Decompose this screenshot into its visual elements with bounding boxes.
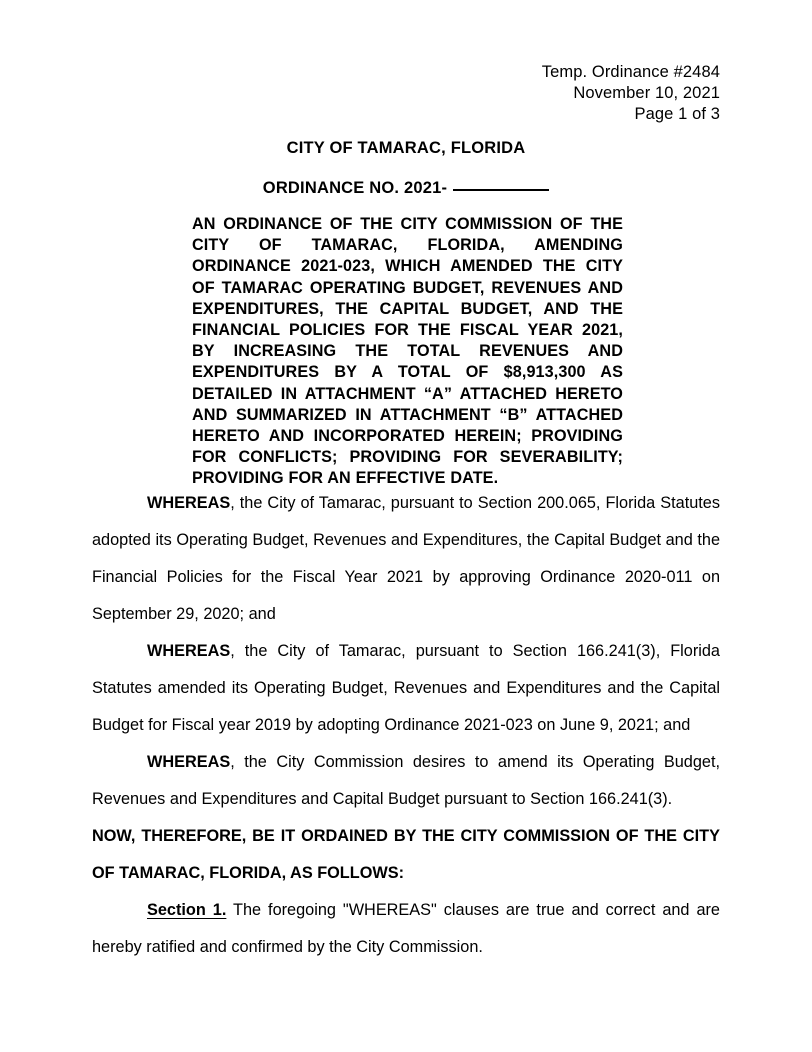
document-header — [542, 62, 720, 125]
whereas-clause-1 — [92, 485, 720, 633]
whereas-label: WHEREAS — [147, 753, 231, 771]
whereas-clause-3 — [92, 744, 720, 818]
ordinance-number-heading — [0, 177, 812, 198]
section-1-text: The foregoing "WHEREAS" clauses are true and correct and are hereby ratified and confirmed by the City Commission. — [92, 901, 720, 956]
whereas-clause-2 — [92, 633, 720, 744]
ordinance-number-label: ORDINANCE NO. 2021- — [262, 179, 448, 197]
ordinance-number-blank — [453, 177, 549, 191]
section-1 — [92, 892, 720, 966]
whereas-label: WHEREAS — [147, 642, 231, 660]
enacting-clause: NOW, THEREFORE, BE IT ORDAINED BY THE CITY COMMISSION OF THE CITY OF TAMARAC, FLORIDA, AS FOLLOWS: — [92, 827, 720, 882]
ordinance-title-block: AN ORDINANCE OF THE CITY COMMISSION OF THE CITY OF TAMARAC, FLORIDA, AMENDING ORDINANCE 2021-023, WHICH AMENDED THE CITY OF TAMARAC OPERATING BUDGET, REVENUES AND EXPENDITURES, THE CAPITAL BUDGET, AND THE FINANCIAL POLICIES FOR THE FISCAL YEAR 2021, BY INCREASING THE TOTAL REVENUES AND EXPENDITURES BY A TOTAL OF $8,913,300 AS DETAILED IN ATTACHMENT “A” ATTACHED HERETO AND SUMMARIZED IN ATTACHMENT “B” ATTACHED HERETO AND INCORPORATED HEREIN; PROVIDING FOR CONFLICTS; PROVIDING FOR SEVERABILITY; PROVIDING FOR AN EFFECTIVE DATE. — [192, 215, 623, 488]
whereas-text: , the City of Tamarac, pursuant to Section 166.241(3), Florida Statutes amended its Operating Budget, Revenues and Expenditures and the Capital Budget for Fiscal year 2019 by adopting Ordinance 2021-023 on June 9, 2021; and — [92, 642, 720, 734]
document-date: November 10, 2021 — [573, 84, 720, 102]
temp-ordinance-number: Temp. Ordinance #2484 — [541, 63, 720, 81]
whereas-label: WHEREAS — [147, 494, 231, 512]
whereas-text: , the City Commission desires to amend its Operating Budget, Revenues and Expenditures and Capital Budget pursuant to Section 166.241(3). — [92, 753, 720, 808]
section-1-heading: Section 1. — [147, 901, 227, 919]
whereas-text: , the City of Tamarac, pursuant to Section 200.065, Florida Statutes adopted its Operating Budget, Revenues and Expenditures, the Capital Budget and the Financial Policies for the Fiscal Year 2021 by approving Ordinance 2020-011 on September 29, 2020; and — [92, 494, 720, 623]
city-heading: CITY OF TAMARAC, FLORIDA — [286, 139, 526, 157]
page-number: Page 1 of 3 — [634, 105, 720, 123]
document-body — [92, 485, 720, 966]
